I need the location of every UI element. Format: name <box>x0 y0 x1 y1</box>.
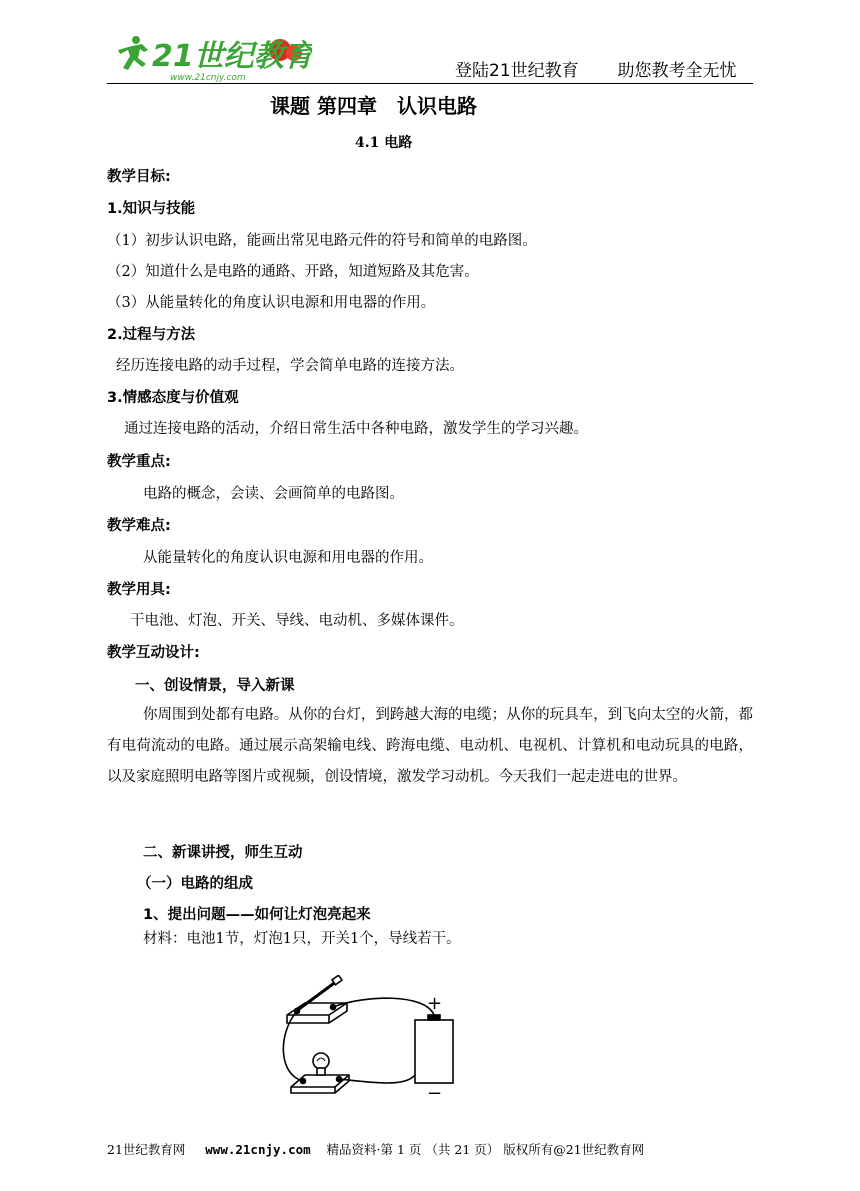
plus-label: + <box>427 993 443 1014</box>
difficulty-text: 从能量转化的角度认识电源和用电器的作用。 <box>143 550 433 566</box>
tools-text: 干电池、灯泡、开关、导线、电动机、多媒体课件。 <box>130 613 464 629</box>
battery-icon <box>415 1015 453 1083</box>
knowledge-item-1: （1）初步认识电路，能画出常见电路元件的符号和简单的电路图。 <box>107 233 537 249</box>
header-slogan <box>455 56 736 81</box>
design-heading: 教学互动设计: <box>107 645 200 661</box>
wire-top <box>333 998 434 1015</box>
section2-sub1: （一）电路的组成 <box>137 876 253 892</box>
objectives-heading: 教学目标: <box>107 169 171 185</box>
difficulty-heading: 教学难点: <box>107 518 171 534</box>
header-divider <box>107 83 753 84</box>
knowledge-item-3: （3）从能量转化的角度认识电源和用电器的作用。 <box>107 295 436 311</box>
section-subtitle: 4.1 电路 <box>355 135 413 151</box>
slogan-left: 登陆21世纪教育 <box>455 61 579 81</box>
knowledge-heading: 1.知识与技能 <box>107 201 196 217</box>
section1-heading: 一、创设情景，导入新课 <box>135 678 295 694</box>
section2-sub2: 1、提出问题——如何让灯泡亮起来 <box>143 907 371 923</box>
key-point-heading: 教学重点: <box>107 454 171 470</box>
slogan-right: 助您教考全无忧 <box>617 61 737 81</box>
section2-heading: 二、新课讲授，师生互动 <box>143 845 303 861</box>
circuit-figure <box>275 975 465 1100</box>
page-footer <box>107 1140 644 1158</box>
section1-paragraph: 你周围到处都有电路。从你的台灯，到跨越大海的电缆；从你的玩具车，到飞向太空的火箭，都有电荷流动的电路。通过展示高架输电线、跨海电缆、电动机、电视机、计算机和电动玩具的电路，以及家庭照明电路等图片或视频，创设情境，激发学习动机。今天我们一起走进电的世界。 <box>107 707 753 785</box>
footer-url[interactable]: www.21cnjy.com <box>205 1142 311 1157</box>
runner-icon <box>118 36 148 70</box>
footer-site: 21世纪教育网 <box>107 1142 186 1157</box>
lamp-icon <box>291 1053 349 1093</box>
site-logo <box>112 28 312 84</box>
logo-url: www.21cnjy.com <box>170 73 246 83</box>
page-title: 课题 第四章 认识电路 <box>270 94 477 118</box>
switch-icon <box>287 975 347 1023</box>
tools-heading: 教学用具: <box>107 582 171 598</box>
key-point-text: 电路的概念，会读、会画简单的电路图。 <box>143 486 404 502</box>
logo-text: 21世纪教育 <box>152 39 312 74</box>
footer-rest: 精品资料·第 1 页 （共 21 页） 版权所有@21世纪教育网 <box>326 1142 645 1157</box>
emotion-text: 通过连接电路的活动，介绍日常生活中各种电路，激发学生的学习兴趣。 <box>124 421 588 437</box>
knowledge-item-2: （2）知道什么是电路的通路、开路，知道短路及其危害。 <box>107 264 479 280</box>
wire-bottom <box>339 1075 415 1083</box>
process-text: 经历连接电路的动手过程，学会简单电路的连接方法。 <box>116 358 464 374</box>
emotion-heading: 3.情感态度与价值观 <box>107 390 239 406</box>
minus-label: − <box>427 1083 443 1100</box>
process-heading: 2.过程与方法 <box>107 327 196 343</box>
materials-text: 材料：电池1节，灯泡1只，开关1个，导线若干。 <box>143 931 461 947</box>
